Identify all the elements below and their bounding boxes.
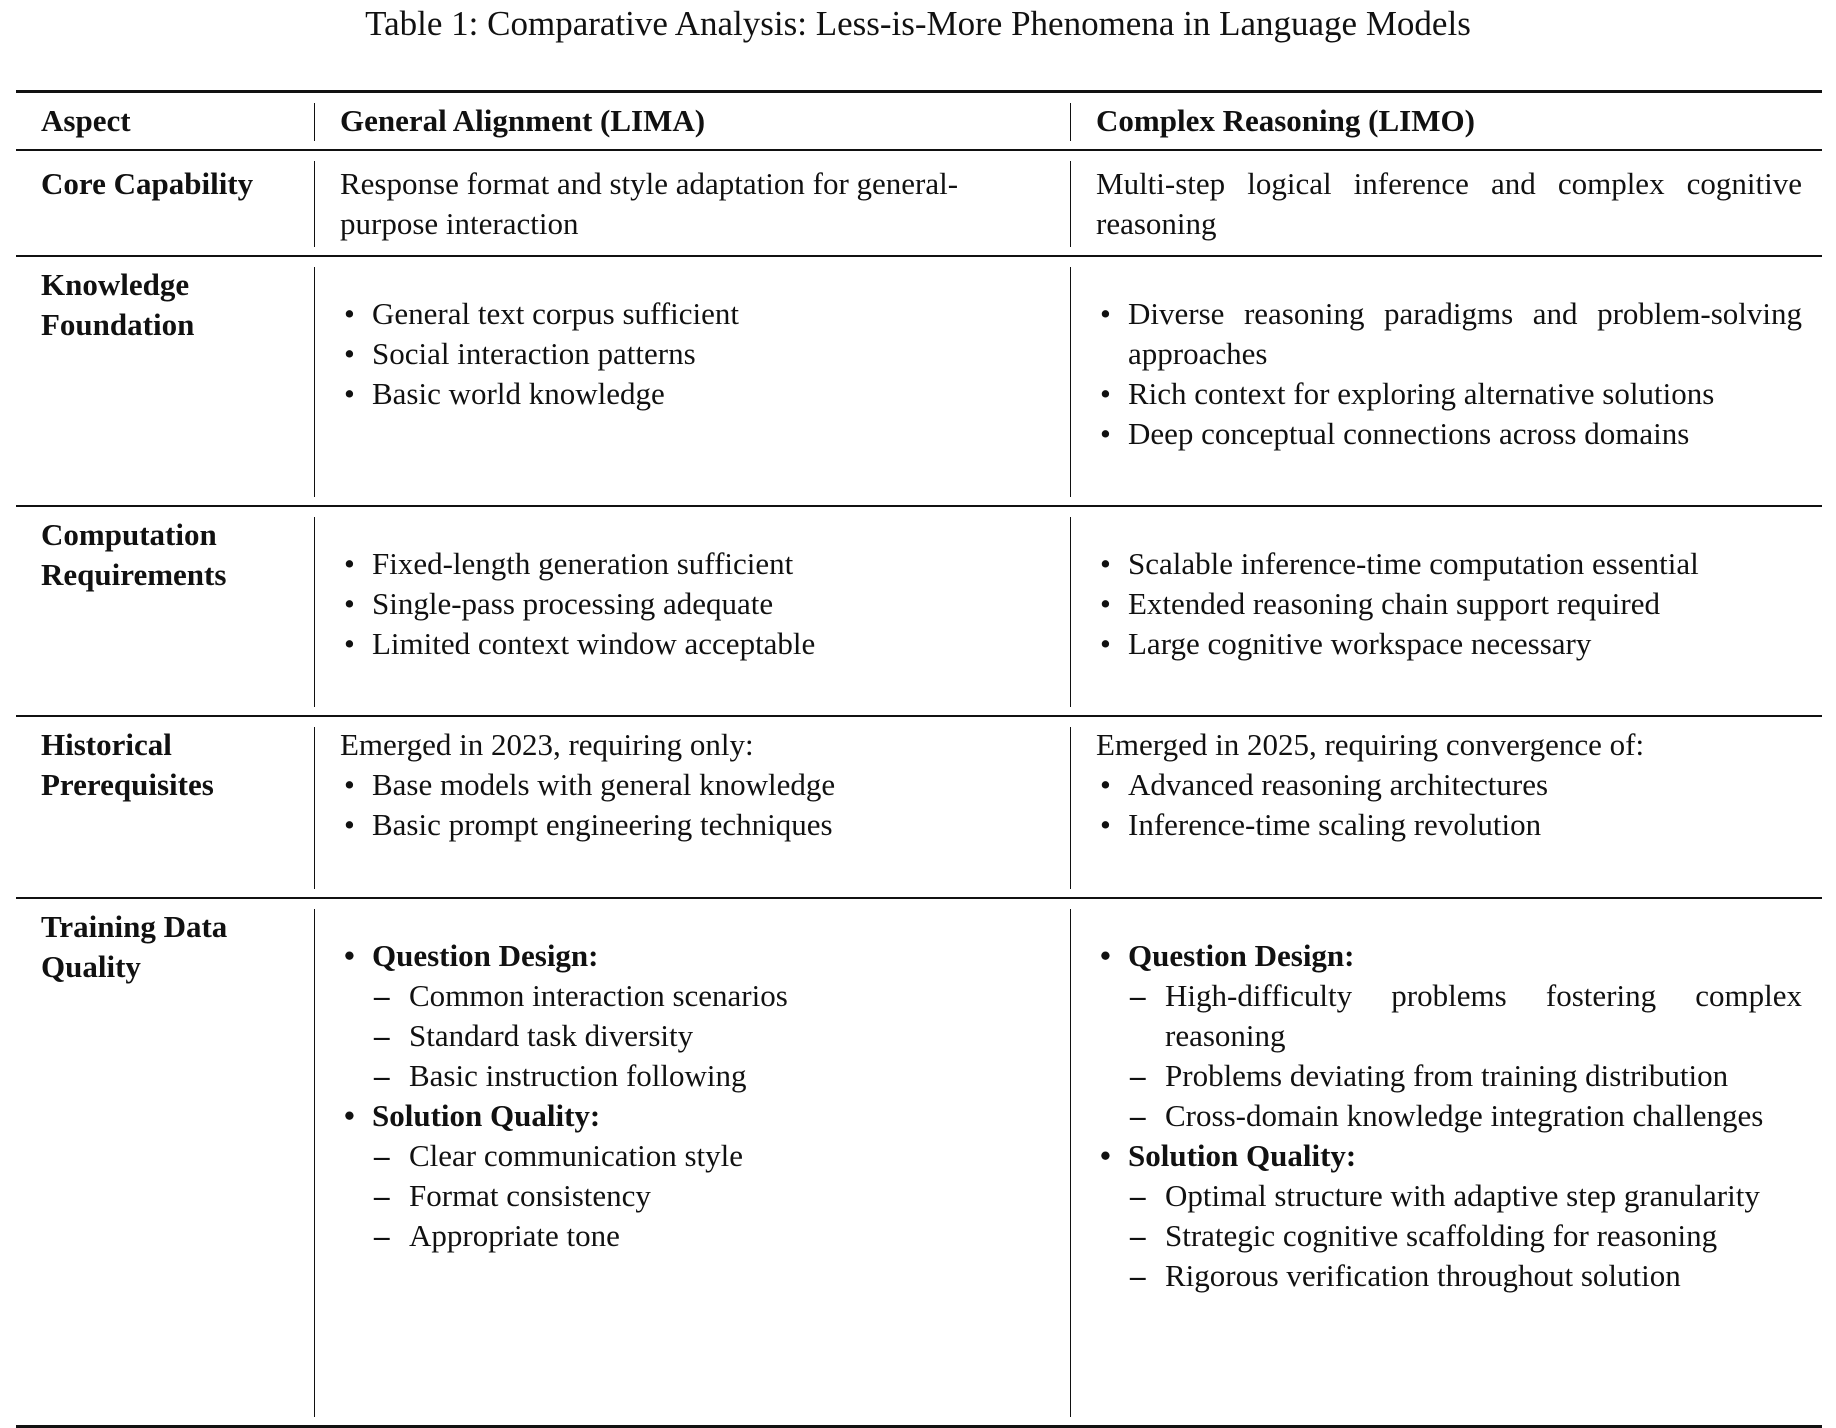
header-lima: General Alignment (LIMA) (314, 93, 1070, 149)
lima-cell (314, 717, 1070, 897)
list-item: • Extended reasoning chain support required (1096, 584, 1802, 624)
limo-list (1096, 294, 1802, 454)
comparison-table (16, 90, 1822, 1428)
table-row-training-data-quality (16, 899, 1822, 1425)
sub-item: – High-difficulty problems fostering complex reasoning (1096, 976, 1802, 1056)
list-item-question-design: • Question Design: (340, 936, 1056, 976)
sub-item: – Strategic cognitive scaffolding for reasoning (1096, 1216, 1802, 1256)
lima-cell (314, 257, 1070, 505)
list-item: • Limited context window acceptable (340, 624, 1056, 664)
aspect-label: Training Data Quality (41, 909, 228, 984)
table-row-historical-prerequisites (16, 717, 1822, 899)
sub-item: – Rigorous verification throughout solution (1096, 1256, 1802, 1296)
list-item: • Basic world knowledge (340, 374, 1056, 414)
lima-list (340, 544, 1056, 664)
aspect-label: Knowledge Foundation (41, 267, 195, 342)
lima-cell (314, 899, 1070, 1425)
list-item: • Deep conceptual connections across domains (1096, 414, 1802, 454)
aspect-label: Core Capability (41, 166, 254, 201)
limo-intro: Emerged in 2025, requiring convergence of: (1096, 727, 1645, 762)
limo-cell (1070, 257, 1822, 505)
list-item: • Basic prompt engineering techniques (340, 805, 1056, 845)
lima-list (340, 765, 1056, 845)
table-caption: Table 1: Comparative Analysis: Less-is-More Phenomena in Language Models (365, 4, 1471, 43)
lima-list (340, 294, 1056, 414)
limo-list (1096, 936, 1802, 1296)
limo-cell: Multi-step logical inference and complex cognitive reasoning (1070, 151, 1822, 255)
table-row-core-capability (16, 151, 1822, 257)
sub-item: – Standard task diversity (340, 1016, 1056, 1056)
list-item: • Fixed-length generation sufficient (340, 544, 1056, 584)
sub-item: – Format consistency (340, 1176, 1056, 1216)
aspect-label: Historical Prerequisites (41, 727, 214, 802)
list-item: • Scalable inference-time computation essential (1096, 544, 1802, 584)
lima-cell (314, 507, 1070, 715)
lima-cell: Response format and style adaptation for general-purpose interaction (314, 151, 1070, 255)
limo-cell (1070, 507, 1822, 715)
list-item: • Advanced reasoning architectures (1096, 765, 1802, 805)
limo-cell (1070, 717, 1822, 897)
header-row (16, 93, 1822, 151)
limo-list (1096, 765, 1802, 845)
aspect-label: Computation Requirements (41, 517, 227, 592)
limo-list (1096, 544, 1802, 664)
sub-item: – Cross-domain knowledge integration challenges (1096, 1096, 1802, 1136)
header-limo: Complex Reasoning (LIMO) (1070, 93, 1822, 149)
limo-cell (1070, 899, 1822, 1425)
sub-item: – Basic instruction following (340, 1056, 1056, 1096)
lima-list (340, 936, 1056, 1256)
sub-item: – Clear communication style (340, 1136, 1056, 1176)
sub-item: – Appropriate tone (340, 1216, 1056, 1256)
list-item-solution-quality: • Solution Quality: (1096, 1136, 1802, 1176)
list-item: • Rich context for exploring alternative solutions (1096, 374, 1802, 414)
list-item: • Social interaction patterns (340, 334, 1056, 374)
sub-item: – Optimal structure with adaptive step granularity (1096, 1176, 1802, 1216)
list-item: • General text corpus sufficient (340, 294, 1056, 334)
sub-item: – Problems deviating from training distribution (1096, 1056, 1802, 1096)
list-item: • Diverse reasoning paradigms and problem-solving approaches (1096, 294, 1802, 374)
lima-intro: Emerged in 2023, requiring only: (340, 727, 754, 762)
list-item-solution-quality: • Solution Quality: (340, 1096, 1056, 1136)
list-item: • Inference-time scaling revolution (1096, 805, 1802, 845)
header-aspect: Aspect (41, 103, 131, 138)
list-item-question-design: • Question Design: (1096, 936, 1802, 976)
list-item: • Base models with general knowledge (340, 765, 1056, 805)
table-row-computation-requirements (16, 507, 1822, 717)
table-row-knowledge-foundation (16, 257, 1822, 507)
list-item: • Large cognitive workspace necessary (1096, 624, 1802, 664)
list-item: • Single-pass processing adequate (340, 584, 1056, 624)
sub-item: – Common interaction scenarios (340, 976, 1056, 1016)
